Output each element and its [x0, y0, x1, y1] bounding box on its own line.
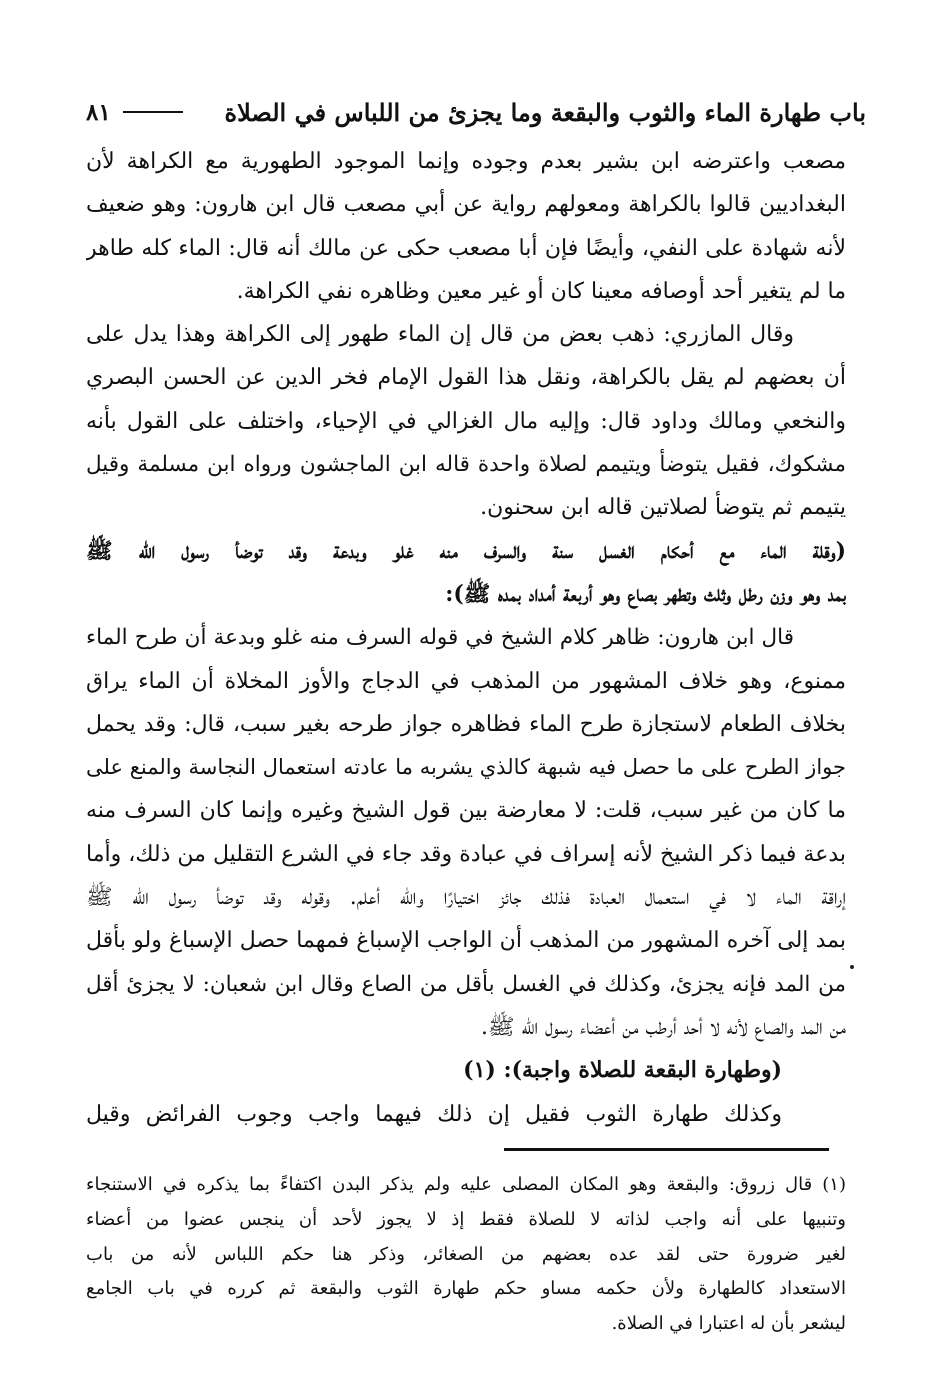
text-line: وقال المازري: ذهب بعض من قال إن الماء طهور إلى الكراهة وهذا يدل على	[86, 322, 794, 348]
footnote-rule	[504, 1148, 829, 1151]
text-line-bold: (وطهارة البقعة للصلاة واجبة): (١)	[463, 1057, 782, 1084]
text-line-bold: بمد وهو وزن رطل وثلث وتطهر بصاع وهو أربعة أمداد بمده ﷺ):	[445, 580, 846, 607]
text-line: وكذلك طهارة الثوب فقيل إن ذلك فيهما واجب وجوب الفرائض وقيل	[86, 1101, 782, 1127]
text-line: من المد فإنه يجزئ، وكذلك في الغسل بأقل من الصاع وقال ابن شعبان: لا يجزئ أقل	[86, 971, 846, 997]
text-line: إراقة الماء لا في استعمال العبادة فذلك جائز اختيارًا والله أعلم. وقوله وقد توضأ رسول الله ﷺ	[86, 885, 846, 911]
text-line: والنخعي ومالك وداود قال: وإليه مال الغزالي في الإحياء، واختلف على القول بأنه	[86, 408, 846, 434]
footnote-line: وتنبيها على أنه واجب لذاته لا للصلاة فقط إذ لا يجوز لأحد أن ينجس عضوا من أعضاء	[86, 1208, 846, 1230]
text-line: من المد والصاع لأنه لا أحد أرطب من أعضاء رسول الله ﷺ.	[481, 1014, 846, 1040]
footnote-line: لغير ضرورة حتى لقد عده بعضهم من الصغائر، وذكر هنا حكم اللباس لأنه من باب	[86, 1243, 846, 1265]
text-line: يتيمم ثم يتوضأ لصلاتين قاله ابن سحنون.	[480, 495, 846, 521]
text-line: بمد إلى آخره المشهور من المذهب أن الواجب الإسباغ فمهما حصل الإسباغ ولو بأقل	[86, 928, 846, 954]
main-text	[86, 140, 846, 1136]
text-line: جواز الطرح على ما حصل فيه شبهة كالذي يشربه ما عادته استعمال النجاسة والمنع على	[86, 755, 846, 780]
text-line: ما لم يتغير أحد أوصافه معينا كان أو غير معين وظاهره نفي الكراهة.	[236, 278, 846, 304]
text-line: ما كان من غير سبب، قلت: لا معارضة بين قول الشيخ وغيره وإنما كان السرف منه	[86, 798, 846, 824]
header-dash	[123, 111, 183, 113]
text-line: لأنه شهادة على النفي، وأيضًا فإن أبا مصعب حكى عن مالك أنه قال: الماء كله طاهر	[86, 235, 846, 261]
footnote-line: ليشعر بأن له اعتبارا في الصلاة.	[611, 1313, 846, 1335]
text-line: أن بعضهم لم يقل بالكراهة، ونقل هذا القول الإمام فخر الدين عن الحسن البصري	[86, 365, 846, 391]
margin-dot	[850, 965, 854, 969]
text-line: بدعة فيما ذكر الشيخ لأنه إسراف في عبادة وقد جاء في الشرع التقليل من ذلك، وأما	[86, 841, 846, 867]
text-line: ممنوع، وهو خلاف المشهور من المذهب في الدجاج والأوز المخلاة أن الماء يراق	[86, 668, 846, 694]
footnotes	[86, 1168, 846, 1342]
chapter-title: باب طهارة الماء والثوب والبقعة وما يجزئ من اللباس في الصلاة	[224, 97, 866, 127]
footnote-line: الاستعداد كالطهارة ولأن حكمه مساو حكم طهارة الثوب والبقعة ثم كرره في باب الجامع	[86, 1278, 846, 1300]
running-header	[86, 92, 866, 132]
text-line-bold: (وقلة الماء مع أحكام الغسل سنة والسرف منه غلو وبدعة وقد توضأ رسول الله ﷺ	[86, 537, 846, 564]
text-line: مشكوك، فقيل يتوضأ ويتيمم لصلاة واحدة قاله ابن الماجشون ورواه ابن مسلمة وقيل	[86, 452, 846, 478]
footnote-line: (١) قال زروق: والبقعة وهو المكان المصلى عليه ولم يذكر البدن اكتفاءً بما يذكره في الاستنجاء	[86, 1174, 846, 1195]
text-line: مصعب واعترضه ابن بشير بعدم وجوده وإنما الموجود الطهورية مع الكراهة لأن	[86, 149, 846, 174]
page-number: ٨١	[86, 98, 111, 126]
header-page-area	[86, 99, 195, 126]
text-line: بخلاف الطعام لاستجازة طرح الماء فظاهره جواز طرحه بغير سبب، قال: وقد يحمل	[86, 711, 846, 737]
text-line: قال ابن هارون: ظاهر كلام الشيخ في قوله السرف منه غلو وبدعة أن طرح الماء	[86, 625, 794, 651]
text-line: البغداديين قالوا بالكراهة ومعولهم رواية عن أبي مصعب قال ابن هارون: وهو ضعيف	[86, 192, 846, 218]
